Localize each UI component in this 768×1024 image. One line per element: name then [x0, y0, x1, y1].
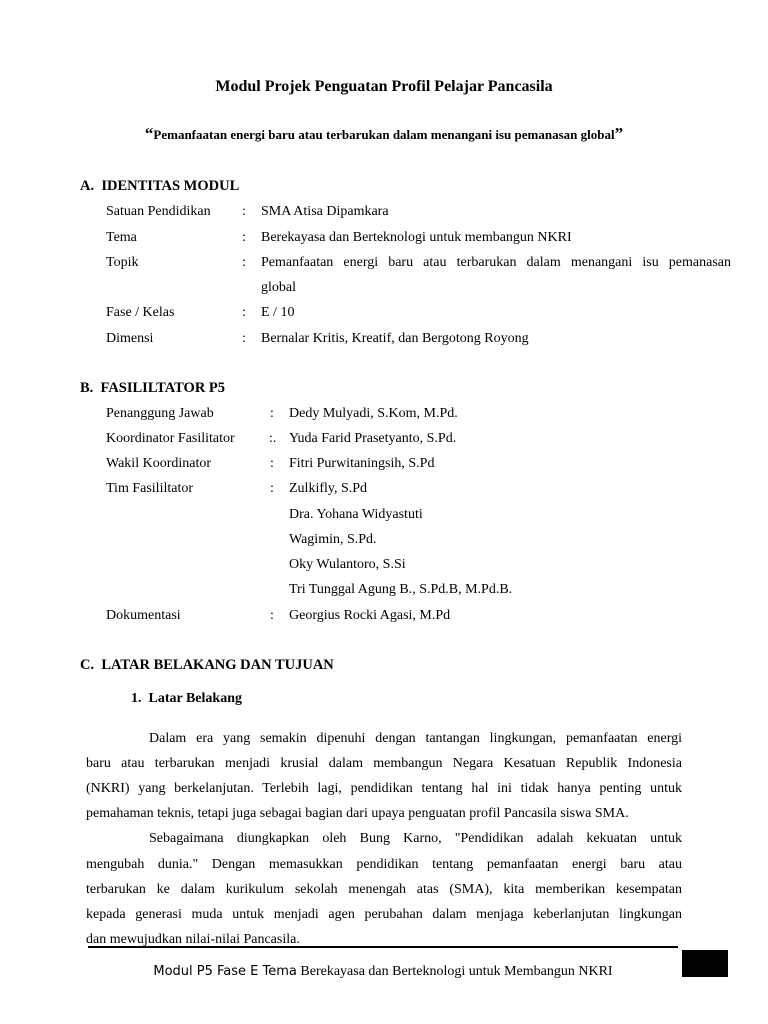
paragraph-line: Dalam era yang semakin dipenuhi dengan tantangan lingkungan, pemanfaatan energi: [149, 731, 682, 746]
fasilitator-label: Tim Fasililtator: [106, 481, 194, 496]
identitas-value: E / 10: [261, 305, 295, 320]
identitas-label: Topik: [106, 255, 139, 270]
fasilitator-label: Koordinator Fasilitator: [106, 431, 235, 446]
fasilitator-value: Georgius Rocki Agasi, M.Pd: [289, 608, 451, 623]
identitas-label: Tema: [106, 230, 137, 245]
paragraph-line: terbarukan ke dalam kurikulum sekolah menengah atas (SMA), kita memberikan kesempatan: [86, 882, 682, 897]
paragraph-line: mengubah dunia." Dengan memasukkan pendidikan tentang pemanfaatan energi baru atau: [86, 857, 682, 872]
footer: [88, 964, 678, 980]
section-b-heading: B. FASILILTATOR P5: [80, 380, 226, 396]
identitas-colon: :: [242, 204, 246, 219]
fasilitator-colon: :: [270, 481, 274, 496]
subtitle-text: Pemanfaatan energi baru atau terbarukan dalam menangani isu pemanasan global: [153, 127, 615, 142]
paragraph-line: baru atau terbarukan menjadi krusial dalam membangun Negara Kesatuan Republik Indonesia: [86, 756, 682, 771]
identitas-value: SMA Atisa Dipamkara: [261, 204, 389, 219]
section-a-heading: A. IDENTITAS MODUL: [80, 178, 240, 194]
identitas-value: Bernalar Kritis, Kreatif, dan Bergotong Royong: [261, 331, 529, 346]
footer-divider: [88, 946, 678, 948]
fasilitator-colon: :: [270, 608, 274, 623]
document-title: Modul Projek Penguatan Profil Pelajar Pancasila: [215, 78, 553, 95]
fasilitator-label: Wakil Koordinator: [106, 456, 212, 471]
subtitle-open-quote: “: [144, 124, 154, 143]
fasilitator-colon: :: [270, 456, 274, 471]
tim-member: Wagimin, S.Pd.: [289, 532, 377, 547]
identitas-label: Fase / Kelas: [106, 305, 175, 320]
fasilitator-value: Fitri Purwitaningsih, S.Pd: [289, 456, 435, 471]
fasilitator-value: Yuda Farid Prasetyanto, S.Pd.: [289, 431, 457, 446]
tim-member: Dra. Yohana Widyastuti: [289, 507, 423, 522]
identitas-value: Berekayasa dan Berteknologi untuk membangun NKRI: [261, 230, 572, 245]
identitas-value-continued: global: [261, 280, 296, 295]
identitas-label: Satuan Pendidikan: [106, 204, 211, 219]
footer-serif-text: Berekayasa dan Berteknologi untuk Membangun NKRI: [296, 964, 613, 979]
fasilitator-colon: :.: [269, 431, 277, 446]
tim-member: Oky Wulantoro, S.Si: [289, 557, 406, 572]
subtitle-close-quote: ”: [614, 124, 624, 143]
tim-member: Tri Tunggal Agung B., S.Pd.B, M.Pd.B.: [289, 582, 513, 597]
paragraph-line: (NKRI) yang berkelanjutan. Terlebih lagi, pendidikan tentang hal ini tidak hanya penting untuk: [86, 781, 682, 796]
identitas-colon: :: [242, 255, 246, 270]
latar-belakang-heading: 1. Latar Belakang: [131, 691, 242, 706]
fasilitator-colon: :: [270, 406, 274, 421]
paragraph-line: Sebagaimana diungkapkan oleh Bung Karno, "Pendidikan adalah kekuatan untuk: [149, 831, 682, 846]
page-number-box: [682, 950, 728, 977]
document-subtitle: [0, 124, 768, 144]
identitas-colon: :: [242, 305, 246, 320]
paragraph-line: pemahaman teknis, tetapi juga sebagai bagian dari upaya penguatan profil Pancasila siswa SMA.: [86, 806, 629, 821]
identitas-label: Dimensi: [106, 331, 154, 346]
fasilitator-value: Dedy Mulyadi, S.Kom, M.Pd.: [289, 406, 458, 421]
footer-script-text: Modul P5 Fase E Tema: [153, 964, 297, 979]
paragraph-line: dan mewujudkan nilai-nilai Pancasila.: [86, 932, 300, 947]
fasilitator-label: Penanggung Jawab: [106, 406, 214, 421]
identitas-value: Pemanfaatan energi baru atau terbarukan dalam menangani isu pemanasan: [261, 255, 731, 270]
fasilitator-value: Zulkifly, S.Pd: [289, 481, 368, 496]
paragraph-line: kepada generasi muda untuk menjadi agen perubahan dalam menjaga keberlanjutan lingkungan: [86, 907, 682, 922]
fasilitator-label: Dokumentasi: [106, 608, 181, 623]
identitas-colon: :: [242, 331, 246, 346]
identitas-colon: :: [242, 230, 246, 245]
section-c-heading: C. LATAR BELAKANG DAN TUJUAN: [80, 657, 334, 673]
